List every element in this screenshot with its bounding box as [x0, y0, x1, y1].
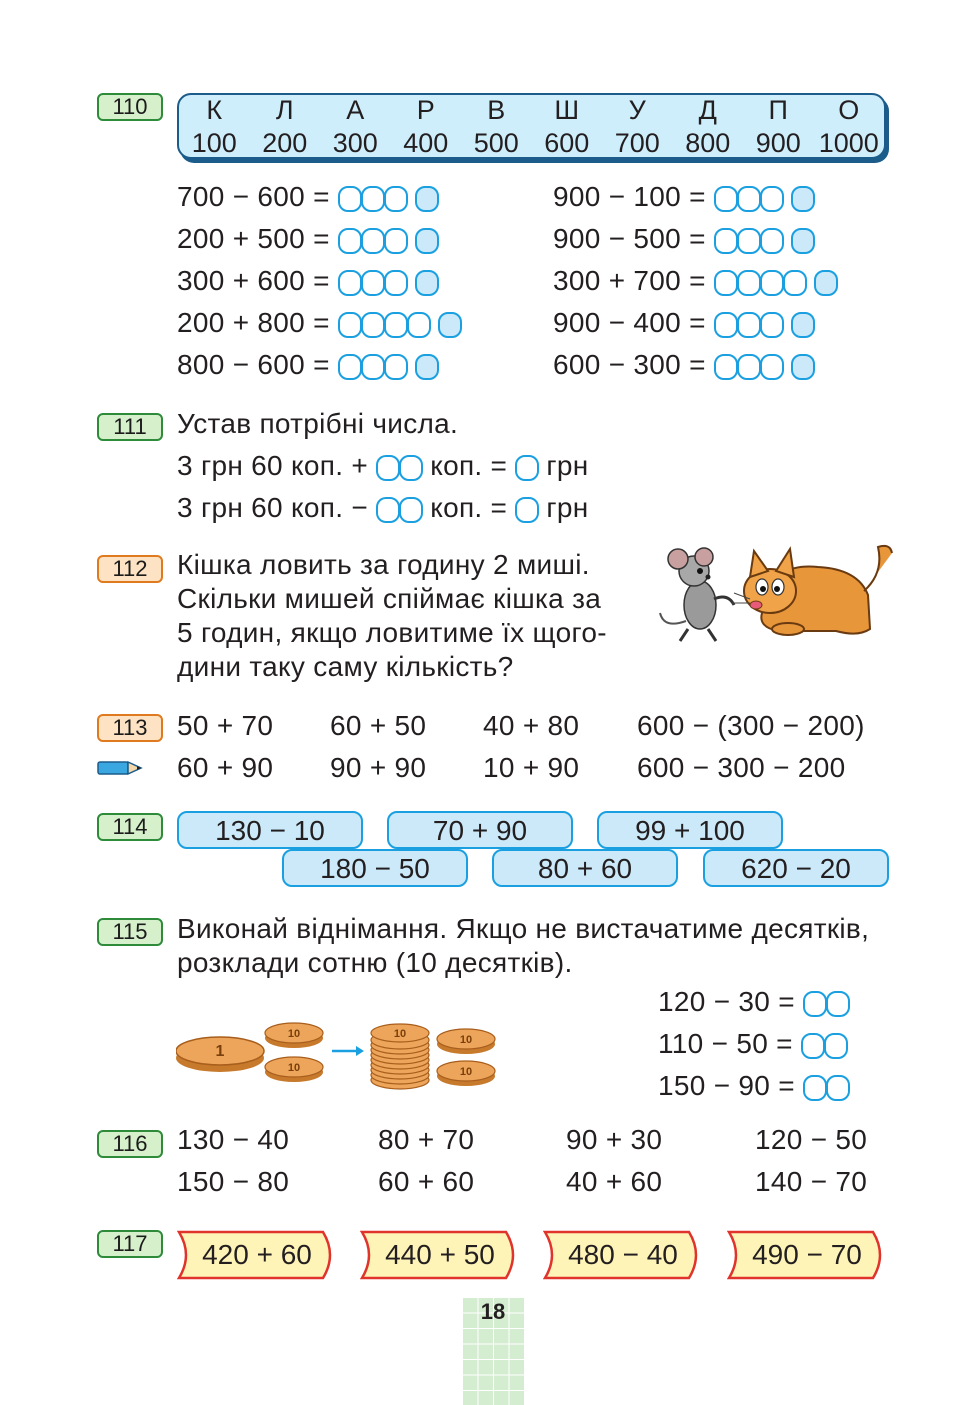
task-number-110: 110 [97, 93, 163, 121]
expression-ticket[interactable] [727, 1229, 887, 1281]
expression-card[interactable]: 99 + 100 [597, 811, 783, 849]
answer-boxes [714, 186, 814, 212]
coins-exchange-illustration [176, 1018, 498, 1092]
expression: 10 + 90 [483, 752, 580, 783]
task-number-114: 114 [97, 813, 163, 841]
cipher-letter: Д [698, 95, 717, 125]
answer-box[interactable] [399, 455, 423, 481]
answer-boxes [515, 497, 538, 523]
answer-box[interactable] [361, 228, 385, 254]
answer-box[interactable] [803, 1075, 827, 1101]
answer-box[interactable] [760, 270, 784, 296]
equation-text: 300 + 700 = [553, 265, 706, 296]
answer-box[interactable] [384, 312, 408, 338]
answer-boxes [338, 270, 438, 296]
word-problem-line: 5 годин, якщо ловитиме їх щого- [177, 617, 607, 648]
coin-label: 1 [215, 1043, 225, 1060]
answer-box[interactable] [737, 228, 761, 254]
equation-row [553, 180, 814, 214]
answer-box[interactable] [760, 312, 784, 338]
mouse-icon [660, 548, 734, 641]
task-prompt: розклади сотню (10 десятків). [177, 947, 573, 978]
expression-card[interactable]: 80 + 60 [492, 849, 678, 887]
cipher-letter: У [628, 95, 646, 125]
ten-coin-icon [265, 1023, 323, 1048]
answer-box[interactable] [760, 228, 784, 254]
expression: 50 + 70 [177, 710, 274, 741]
letter-box[interactable] [791, 186, 815, 212]
equation-row [177, 348, 438, 382]
expression: 80 + 70 [378, 1124, 475, 1155]
ticket-label: 420 + 60 [202, 1239, 312, 1270]
cipher-value: 900 [755, 128, 801, 158]
expression: 60 + 90 [177, 752, 274, 783]
letter-box[interactable] [438, 312, 462, 338]
letter-box[interactable] [415, 228, 439, 254]
equation-text: 700 − 600 = [177, 181, 330, 212]
answer-box[interactable] [760, 354, 784, 380]
arrow-right-icon [332, 1046, 364, 1056]
expression: 90 + 90 [330, 752, 427, 783]
equation-row [553, 348, 814, 382]
equation-row [658, 1069, 849, 1103]
letter-box[interactable] [791, 312, 815, 338]
answer-box[interactable] [338, 228, 362, 254]
money-equation [177, 449, 589, 483]
pencil-icon [97, 758, 143, 778]
answer-box[interactable] [338, 354, 362, 380]
expression: 140 − 70 [755, 1166, 868, 1197]
ticket-label: 440 + 50 [385, 1239, 495, 1270]
equation-row [177, 180, 438, 214]
coin-label: 10 [287, 1062, 301, 1074]
ticket-label: 490 − 70 [752, 1239, 862, 1270]
cipher-letter: К [206, 95, 223, 125]
answer-boxes [338, 354, 438, 380]
answer-box[interactable] [361, 312, 385, 338]
answer-box[interactable] [714, 270, 738, 296]
letter-box[interactable] [791, 228, 815, 254]
equation-text: 800 − 600 = [177, 349, 330, 380]
expression: 40 + 60 [566, 1166, 663, 1197]
answer-box[interactable] [714, 312, 738, 338]
equation-row [177, 222, 438, 256]
equation-text: коп. = [430, 450, 508, 481]
expression-card[interactable]: 620 − 20 [703, 849, 889, 887]
answer-box[interactable] [384, 354, 408, 380]
cipher-letter: О [838, 95, 860, 125]
expression: 90 + 30 [566, 1124, 663, 1155]
answer-box[interactable] [826, 1075, 850, 1101]
equation-text: грн [546, 492, 589, 523]
task-number-111: 111 [97, 413, 163, 441]
letter-box[interactable] [791, 354, 815, 380]
expression: 130 − 40 [177, 1124, 290, 1155]
equation-text: 900 − 400 = [553, 307, 706, 338]
equation-text: 110 − 50 = [658, 1028, 793, 1059]
expression-card[interactable]: 180 − 50 [282, 849, 468, 887]
letter-box[interactable] [415, 270, 439, 296]
expression: 60 + 50 [330, 710, 427, 741]
task-prompt: Виконай віднімання. Якщо не вистачатиме десятків, [177, 913, 870, 944]
answer-boxes [803, 991, 849, 1017]
task-prompt: Устав потрібні числа. [177, 408, 459, 439]
ten-coin-icon [437, 1061, 495, 1086]
expression-card[interactable]: 70 + 90 [387, 811, 573, 849]
answer-box[interactable] [384, 228, 408, 254]
expression-ticket[interactable] [543, 1229, 703, 1281]
cipher-value: 1000 [818, 128, 879, 158]
cipher-letter: Л [275, 95, 294, 125]
equation-text: грн [546, 450, 589, 481]
answer-box[interactable] [376, 497, 400, 523]
answer-box[interactable] [338, 186, 362, 212]
word-problem-line: дини таку саму кількість? [177, 651, 514, 682]
task-number-113: 113 [97, 714, 163, 742]
ten-coin-icon [265, 1057, 323, 1082]
expression: 120 − 50 [755, 1124, 868, 1155]
cipher-value: 800 [685, 128, 731, 158]
letter-box[interactable] [415, 186, 439, 212]
equation-row [658, 1027, 847, 1061]
answer-box[interactable] [399, 497, 423, 523]
cipher-value: 200 [262, 128, 308, 158]
cipher-letter: А [346, 95, 365, 125]
coin-label: 10 [287, 1028, 301, 1040]
cipher-letter: Ш [554, 95, 580, 125]
coin-label: 10 [393, 1028, 407, 1040]
equation-text: 600 − 300 = [553, 349, 706, 380]
equation-text: 200 + 800 = [177, 307, 330, 338]
expression-ticket[interactable] [360, 1229, 520, 1281]
answer-box[interactable] [803, 991, 827, 1017]
answer-box[interactable] [737, 312, 761, 338]
page-number-block [462, 1297, 524, 1405]
cipher-value: 500 [473, 128, 519, 158]
answer-box[interactable] [714, 354, 738, 380]
answer-box[interactable] [515, 455, 539, 481]
cat-icon [732, 546, 892, 635]
answer-box[interactable] [384, 186, 408, 212]
equation-text: 900 − 500 = [553, 223, 706, 254]
answer-box[interactable] [826, 991, 850, 1017]
answer-box[interactable] [361, 354, 385, 380]
answer-box[interactable] [760, 186, 784, 212]
answer-boxes [376, 455, 422, 481]
answer-box[interactable] [361, 270, 385, 296]
answer-boxes [376, 497, 422, 523]
letter-box[interactable] [415, 354, 439, 380]
equation-text: 900 − 100 = [553, 181, 706, 212]
equation-text: 3 грн 60 коп. + [177, 450, 369, 481]
equation-text: коп. = [430, 492, 508, 523]
answer-boxes [714, 270, 837, 296]
answer-boxes [714, 354, 814, 380]
cipher-value: 600 [544, 128, 590, 158]
task-number-116: 116 [97, 1130, 163, 1158]
expression-card[interactable]: 130 − 10 [177, 811, 363, 849]
answer-box[interactable] [801, 1033, 825, 1059]
equation-row [553, 306, 814, 340]
letter-cipher-table [177, 93, 886, 159]
answer-box[interactable] [376, 455, 400, 481]
letter-box[interactable] [814, 270, 838, 296]
expression: 600 − (300 − 200) [637, 710, 865, 741]
cipher-values [179, 127, 884, 159]
equation-text: 120 − 30 = [658, 986, 795, 1017]
answer-boxes [338, 186, 438, 212]
ten-coin-icon [437, 1029, 495, 1054]
expression-ticket[interactable] [177, 1229, 337, 1281]
answer-box[interactable] [714, 186, 738, 212]
expression: 150 − 80 [177, 1166, 290, 1197]
money-equation [177, 491, 589, 525]
equation-row [553, 264, 837, 298]
equation-text: 150 − 90 = [658, 1070, 795, 1101]
answer-box[interactable] [737, 270, 761, 296]
answer-box[interactable] [515, 497, 539, 523]
answer-box[interactable] [338, 312, 362, 338]
equation-row [658, 985, 849, 1019]
page-number: 18 [480, 1299, 506, 1324]
coin-stack-icon [371, 1024, 429, 1089]
task-number-117: 117 [97, 1230, 163, 1258]
equation-text: 200 + 500 = [177, 223, 330, 254]
task-number-115: 115 [97, 918, 163, 946]
equation-text: 3 грн 60 коп. − [177, 492, 369, 523]
answer-box[interactable] [407, 312, 431, 338]
answer-box[interactable] [714, 228, 738, 254]
coin-label: 10 [459, 1034, 473, 1046]
cipher-letters [179, 94, 884, 126]
expression: 600 − 300 − 200 [637, 752, 846, 783]
cipher-value: 300 [332, 128, 378, 158]
cipher-value: 700 [614, 128, 660, 158]
equation-text: 300 + 600 = [177, 265, 330, 296]
cat-and-mouse-illustration [658, 533, 894, 645]
answer-boxes [338, 312, 461, 338]
cipher-letter: В [487, 95, 506, 125]
cipher-value: 100 [191, 128, 237, 158]
equation-row [553, 222, 814, 256]
answer-boxes [803, 1075, 849, 1101]
word-problem-line: Кішка ловить за годину 2 миші. [177, 549, 590, 580]
coin-label: 10 [459, 1066, 473, 1078]
answer-box[interactable] [338, 270, 362, 296]
ticket-label: 480 − 40 [568, 1239, 678, 1270]
cipher-letter: Р [416, 95, 435, 125]
answer-boxes [338, 228, 438, 254]
answer-box[interactable] [783, 270, 807, 296]
equation-row [177, 264, 438, 298]
answer-boxes [714, 228, 814, 254]
answer-box[interactable] [384, 270, 408, 296]
word-problem-line: Скільки мишей спіймає кішка за [177, 583, 602, 614]
task-number-112: 112 [97, 555, 163, 583]
answer-box[interactable] [361, 186, 385, 212]
answer-boxes [714, 312, 814, 338]
expression: 40 + 80 [483, 710, 580, 741]
hundred-coin-icon [176, 1037, 264, 1072]
expression: 60 + 60 [378, 1166, 475, 1197]
answer-boxes [515, 455, 538, 481]
answer-box[interactable] [737, 354, 761, 380]
equation-row [177, 306, 461, 340]
cipher-letter: П [768, 95, 788, 125]
answer-boxes [801, 1033, 847, 1059]
cipher-value: 400 [403, 128, 449, 158]
answer-box[interactable] [737, 186, 761, 212]
answer-box[interactable] [824, 1033, 848, 1059]
